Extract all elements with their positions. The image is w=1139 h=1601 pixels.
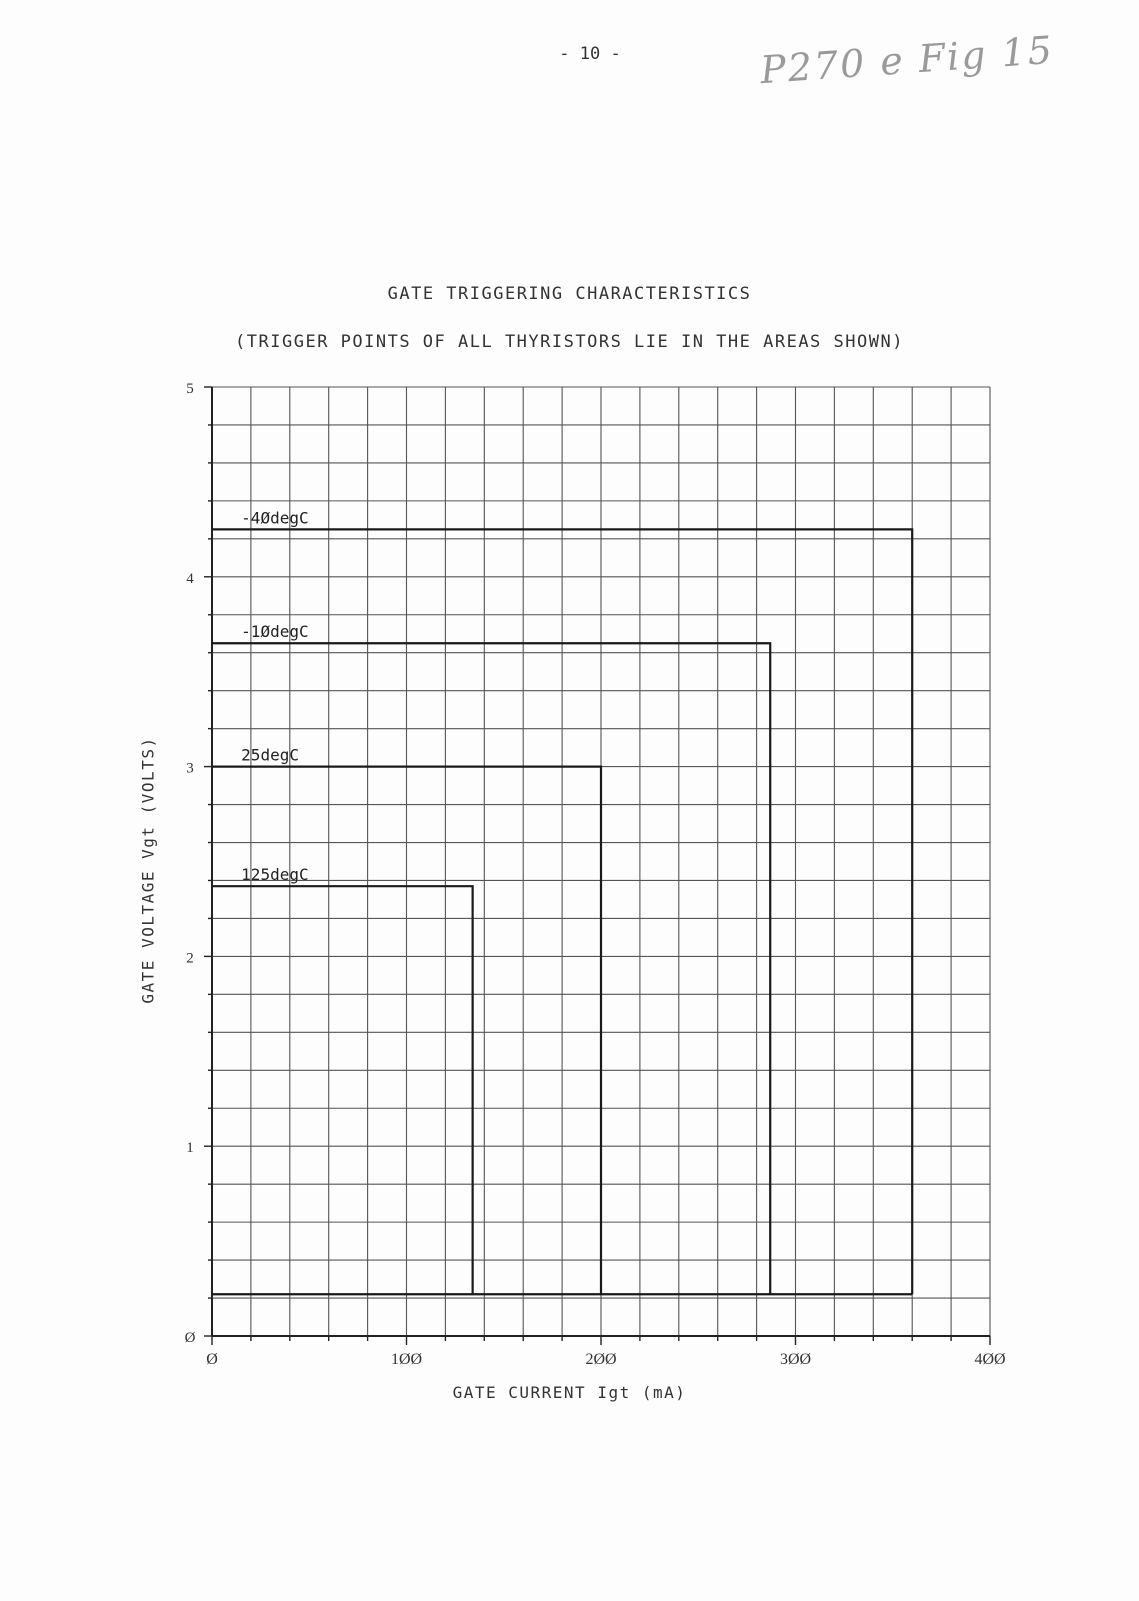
y-tick-label: 5 [186,381,194,397]
chart-subtitle: (TRIGGER POINTS OF ALL THYRISTORS LIE IN THE AREAS SHOWN) [235,332,904,352]
x-tick-label: 2ØØ [585,1351,617,1368]
x-tick-label: 1ØØ [390,1351,423,1368]
y-tick-label: 4 [186,570,194,587]
y-tick-label: 2 [186,950,194,967]
x-axis-label: GATE CURRENT Igt (mA) [452,1383,687,1402]
handwritten-note: P270 e Fig 15 [758,27,1056,93]
x-tick-label: Ø [206,1351,218,1368]
series-label--1Ødeg: -1ØdegC [241,622,309,642]
y-tick-label: Ø [184,1330,196,1346]
x-tick-label: 3ØØ [779,1351,812,1368]
y-axis-label: GATE VOLTAGE Vgt (VOLTS) [138,736,158,1004]
x-tick-label: 4ØØ [974,1351,1006,1368]
series-label-125deg: 125degC [241,865,309,885]
chart-title: GATE TRIGGERING CHARACTERISTICS [387,284,752,304]
series-label--4Ødeg: -4ØdegC [241,508,309,528]
axes [204,387,990,1345]
y-tick-label: 1 [186,1140,194,1157]
y-tick-label: 3 [186,760,194,777]
series-label-25deg: 25degC [241,745,299,765]
page-number: - 10 - [559,44,621,64]
series-boundary--1Ødeg [212,643,770,1294]
